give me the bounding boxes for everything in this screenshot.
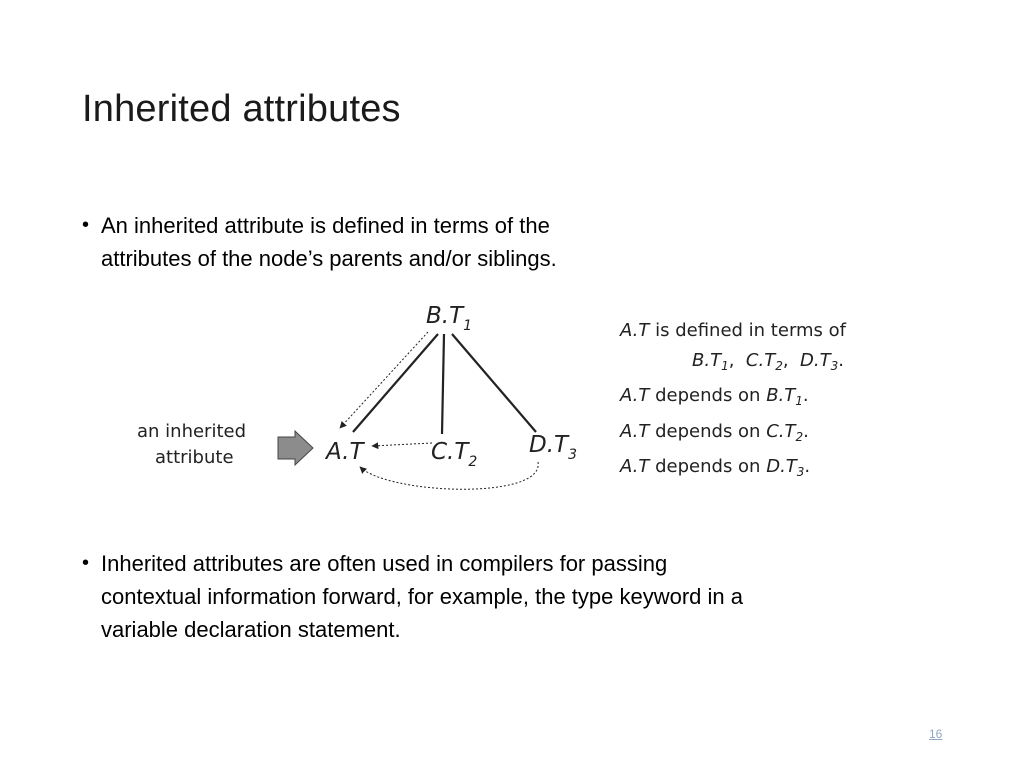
bullet-dot: •	[82, 552, 90, 574]
callout-label-line2: attribute	[155, 447, 234, 468]
bullet-line: contextual information forward, for example, the type keyword in a	[101, 584, 743, 609]
bullet-line: attributes of the node’s parents and/or siblings.	[101, 246, 557, 271]
dependency-arrow-c-to-a	[372, 443, 432, 446]
edge-b-to-d	[452, 334, 536, 432]
bullet-line: Inherited attributes are often used in compilers for passing	[101, 551, 668, 576]
edge-b-to-c	[442, 334, 444, 434]
page-number[interactable]: 16	[929, 727, 943, 741]
bullet-compiler-usage	[82, 547, 942, 646]
bullet-line: An inherited attribute is defined in terms of the	[101, 213, 550, 238]
node-parent: $B.T_1$	[426, 303, 473, 334]
dependency-notes	[620, 316, 846, 488]
note-line-depends-c: A.T depends on $C.T_2$.	[620, 420, 809, 444]
node-child-a: A.T	[326, 439, 364, 465]
note-line-depends-b: A.T depends on $B.T_1$.	[620, 385, 809, 408]
dependency-arrow-d-to-a	[360, 462, 538, 489]
bullet-text	[82, 547, 942, 646]
edge-b-to-a	[353, 334, 438, 432]
callout-label-line1: an inherited	[137, 421, 247, 442]
note-line-defined: A.T is defined in terms of	[620, 320, 847, 341]
node-child-c: $C.T_2$	[431, 439, 478, 470]
node-child-d: $D.T_3$	[529, 432, 577, 463]
note-line-terms: $B.T_1$, $C.T_2$, $D.T_3$.	[692, 349, 844, 373]
callout-arrow-icon	[278, 431, 313, 465]
bullet-dot: •	[82, 214, 90, 236]
dependency-arrow-b-to-a	[340, 332, 428, 428]
note-line-depends-d: A.T depends on $D.T_3$.	[620, 456, 811, 479]
bullet-line: variable declaration statement.	[101, 617, 401, 642]
slide-title: Inherited attributes	[82, 88, 401, 130]
